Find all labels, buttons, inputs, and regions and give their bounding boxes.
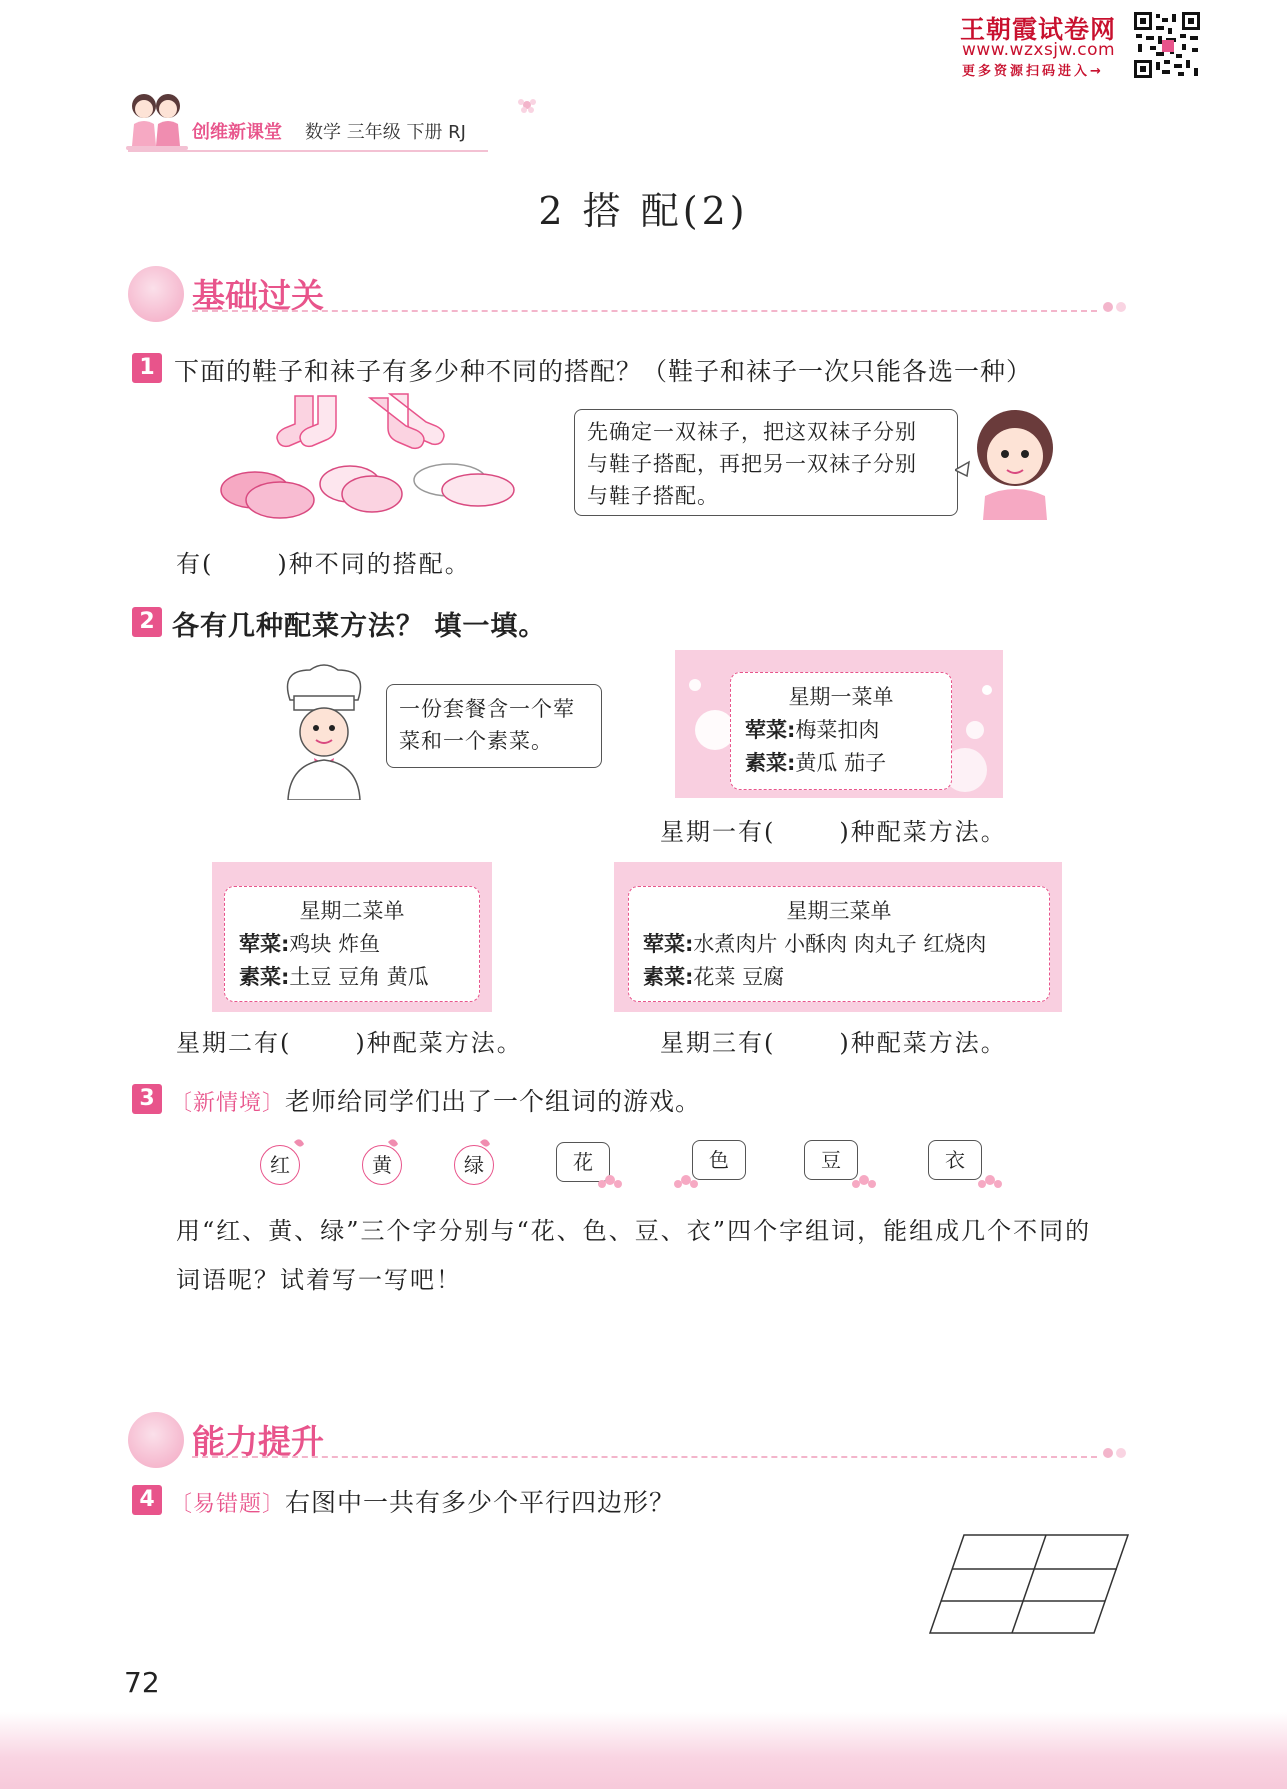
question-number: 2 [132,607,162,637]
kids-logo-icon [126,88,188,154]
q3-prompt-line2: 词语呢？试着写一写吧！ [176,1266,462,1294]
menu-board-tue [212,862,492,1012]
question-tag: 〔易错题〕 [170,1492,286,1517]
answer-suffix: )种不同的搭配。 [277,550,471,578]
section-divider [192,310,1097,312]
meat-label: 荤菜: [643,932,694,956]
hint-bubble [574,409,958,516]
chef-bubble [386,684,602,768]
menu-title: 星期二菜单 [299,899,405,923]
question-tag: 〔新情境〕 [170,1091,286,1116]
bubble-line: 一份套餐含一个荤 [399,697,575,721]
meat-label: 荤菜: [745,718,796,742]
divider-dot [1116,1448,1126,1458]
question-number: 4 [132,1485,162,1515]
section-monkey-icon [128,1412,184,1468]
flower-deco-icon [280,1136,1010,1192]
menu-card [628,886,1050,1002]
shoe-icon [320,466,402,512]
divider-dot [1103,1448,1113,1458]
meat-items: 梅菜扣肉 [795,718,880,742]
veg-label: 素菜: [239,965,290,989]
meat-items: 水煮肉片 小酥肉 肉丸子 红烧肉 [693,932,987,956]
veg-items: 土豆 豆角 黄瓜 [289,965,429,989]
menu-card [730,672,952,790]
slanted-line [1012,1535,1046,1633]
menu-title: 星期一菜单 [788,685,894,709]
answer-prefix: 星期三有( [660,1029,776,1057]
question-text: 老师给同学们出了一个组词的游戏。 [285,1087,702,1116]
answer-prefix: 星期二有( [176,1029,292,1057]
q3-prompt-line1: 用“红、黄、绿”三个字分别与“花、色、豆、衣”四个字组词，能组成几个不同的 [176,1217,1092,1245]
flower-deco-icon [516,94,538,116]
veg-label: 素菜: [643,965,694,989]
qr-code-icon[interactable] [1134,12,1200,78]
shoes-socks-illustration [210,392,520,526]
mon-answer [660,812,1007,847]
question-text: 各有几种配菜方法？ 填一填。 [172,611,547,642]
section-girl-icon [128,266,184,322]
answer-suffix: )种配菜方法。 [355,1029,523,1057]
girl-avatar [955,400,1060,520]
bubble-line: 菜和一个素菜。 [399,729,553,753]
answer-prefix: 有( [176,550,214,578]
question-text: 右图中一共有多少个平行四边形？ [285,1488,676,1517]
meat-label: 荤菜: [239,932,290,956]
header-subject: 数学 三年级 下册 RJ [305,122,466,143]
answer-prefix: 星期一有( [660,818,776,846]
answer-suffix: )种配菜方法。 [839,1029,1007,1057]
wed-answer [660,1023,1007,1058]
answer-suffix: )种配菜方法。 [839,818,1007,846]
watermark-url[interactable]: www.wzxsjw.com [962,40,1116,60]
word-box: 色 [692,1140,746,1180]
menu-title: 星期三菜单 [786,899,892,923]
chef-avatar [270,660,378,800]
veg-items: 花菜 豆腐 [693,965,785,989]
footer-band [0,1712,1287,1789]
meat-items: 鸡块 炸鱼 [289,932,381,956]
watermark-title: 王朝霞试卷网 [960,15,1117,44]
veg-items: 黄瓜 茄子 [795,751,887,775]
question-line [170,1082,701,1118]
header-underline [128,150,488,152]
word-circle: 红 [260,1145,300,1185]
word-box: 衣 [928,1140,982,1180]
section-title-advanced: 能力提升 [192,1422,324,1461]
shoe-icon [221,472,314,518]
veg-label: 素菜: [745,751,796,775]
header-brand: 创维新课堂 [192,122,282,143]
parallelogram-figure [926,1532,1132,1636]
tue-answer [176,1023,523,1058]
page-number: 72 [124,1666,160,1699]
question-number: 1 [132,353,162,383]
word-circle: 黄 [362,1145,402,1185]
word-box: 花 [556,1142,610,1182]
divider-dot [1103,302,1113,312]
sock-icon [370,394,444,448]
question-line [170,1483,675,1519]
q1-answer [176,544,471,579]
word-box: 豆 [804,1140,858,1180]
word-circle: 绿 [454,1145,494,1185]
watermark-more: 更多资源扫码进入→ [962,64,1104,79]
question-number: 3 [132,1084,162,1114]
section-divider [192,1456,1097,1458]
hint-line: 与鞋子搭配，再把另一双袜子分别 [587,452,917,476]
menu-board-wed [614,862,1062,1012]
divider-dot [1116,302,1126,312]
question-text: 下面的鞋子和袜子有多少种不同的搭配？（鞋子和袜子一次只能各选一种） [174,357,1033,386]
page-title: 2 搭 配(2) [538,189,749,233]
sock-icon [277,396,336,446]
shoe-icon [414,464,514,506]
section-title-basic: 基础过关 [192,276,324,315]
menu-board-mon [675,650,1003,798]
hint-line: 与鞋子搭配。 [587,484,719,508]
menu-card [224,886,480,1002]
hint-line: 先确定一双袜子，把这双袜子分别 [587,420,917,444]
